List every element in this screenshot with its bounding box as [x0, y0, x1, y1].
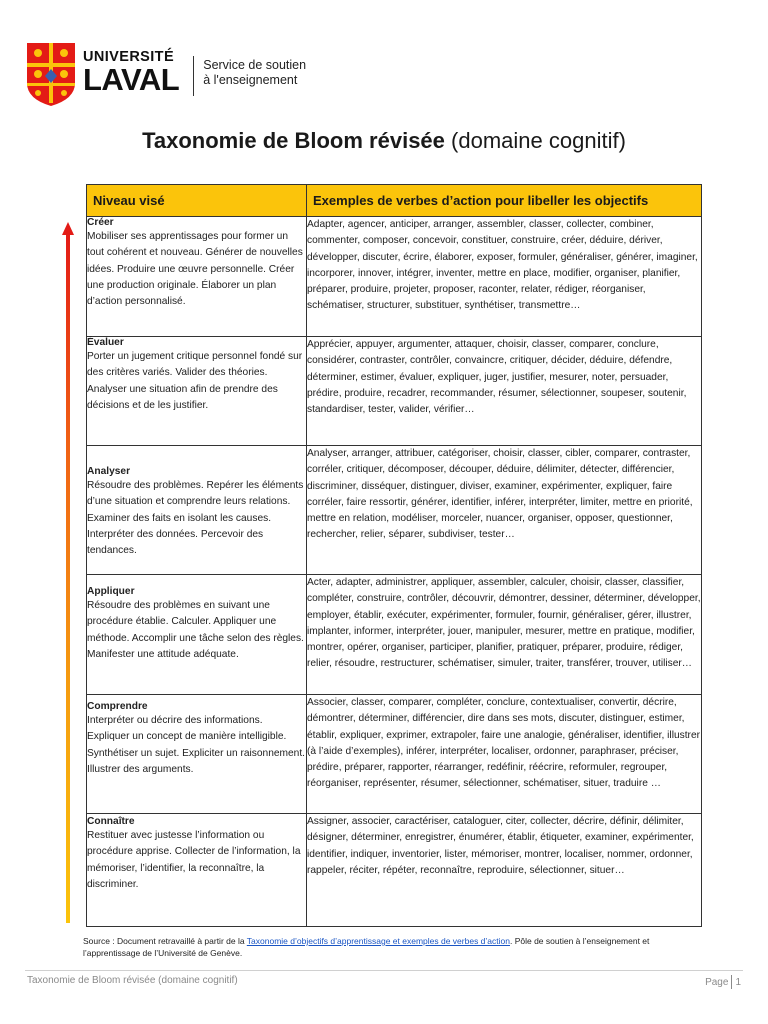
page-separator [731, 975, 732, 989]
footer-divider [25, 970, 743, 971]
source-link[interactable]: Taxonomie d’objectifs d’apprentissage et exemples de verbes d’action [246, 936, 510, 946]
progression-arrow [62, 222, 74, 923]
table-row [87, 217, 702, 337]
page-label: Page [705, 976, 729, 988]
level-description: Restituer avec justesse l’information ou procédure apprise. Collecter de l’information, la mémoriser, l’identifier, la reconnaître, la discriminer. [87, 830, 301, 890]
source-prefix: Source : Document retravaillé à partir de la [83, 936, 247, 946]
level-description: Résoudre des problèmes. Repérer les éléments d’une situation et comprendre leurs relations. Examiner des faits en isolant les causes. Interpréter des données. Percevoir des tendances. [87, 480, 304, 557]
table-row [87, 446, 702, 575]
service-line-2: à l'enseignement [203, 73, 298, 87]
table-row [87, 337, 702, 446]
level-cell [87, 446, 307, 575]
level-name: Connaître [87, 816, 135, 827]
page-indicator [705, 975, 741, 989]
arrow-shaft [66, 234, 70, 923]
page-number: 1 [735, 976, 741, 988]
level-cell [87, 575, 307, 695]
verbs-cell: Acter, adapter, administrer, appliquer, assembler, calculer, choisir, classer, classifier, compléter, construire, contrôler, découvrir, démontrer, dessiner, déterminer, développer, employer, établir, exécuter, expérimenter, formuler, fournir, généraliser, gérer, illustrer, implanter, informer, interpréter, jouer, manipuler, mesurer, mettre en pratique, modifier, montrer, opérer, organiser, participer, planifier, pratiquer, préparer, produire, rédiger, relier, résoudre, restructurer, schématiser, simuler, traiter, transférer, trouver, utiliser… [307, 575, 702, 695]
source-note [83, 935, 683, 959]
bloom-table [86, 184, 702, 927]
title-bold: Taxonomie de Bloom révisée [142, 128, 445, 153]
verbs-cell: Associer, classer, comparer, compléter, conclure, contextualiser, convertir, décrire, démontrer, déterminer, différencier, dire dans ses mots, discuter, distinguer, estimer, établir, expliquer, exprimer, extrapoler, faire une analogie, généraliser, identifier, illustrer (à l’aide d’exemples), inférer, interpréter, localiser, ordonner, paraphraser, préciser, prédire, préparer, rapporter, réarranger, redéfinir, réécrire, reformuler, regrouper, réorganiser, représenter, résumer, sélectionner, schématiser, situer, traduire … [307, 695, 702, 814]
header-level: Niveau visé [87, 185, 307, 217]
level-name: Analyser [87, 466, 131, 477]
level-description: Porter un jugement critique personnel fondé sur des critères variés. Valider des théories. Analyser une situation afin de prendre des décisions et de les justifier. [87, 351, 303, 411]
table-row [87, 575, 702, 695]
table-header-row [87, 185, 702, 217]
university-wordmark [83, 49, 179, 95]
verbs-cell: Analyser, arranger, attribuer, catégoriser, choisir, classer, cibler, comparer, contraster, corréler, critiquer, décomposer, découper, déduire, délimiter, détecter, différencier, discriminer, disséquer, distinguer, diviser, examiner, expérimenter, expliquer, faire corréler, faire ressortir, générer, identifier, inférer, interpréter, limiter, mettre en priorité, mettre en relation, modéliser, morceler, nuancer, organiser, opposer, questionner, rechercher, relier, séparer, subdiviser, tester… [307, 446, 702, 575]
table-row [87, 695, 702, 814]
level-cell [87, 814, 307, 927]
brand-line-2: LAVAL [83, 62, 180, 97]
verbs-cell: Adapter, agencer, anticiper, arranger, assembler, classer, collecter, combiner, commenter, composer, concevoir, constituer, construire, créer, déduire, dériver, développer, discuter, écrire, élaborer, exposer, formuler, généraliser, générer, imaginer, incorporer, innover, intégrer, inventer, mettre en place, modifier, organiser, planifier, préparer, produire, projeter, proposer, raconter, relater, rédiger, réorganiser, schématiser, structurer, substituer, synthétiser, transmettre… [307, 217, 702, 337]
page-title [0, 128, 768, 154]
source-suffix: . Pôle de soutien à l’enseignement et l’apprentissage de l’Université de Genève. [83, 936, 650, 958]
level-name: Comprendre [87, 701, 148, 712]
level-cell [87, 217, 307, 337]
level-description: Interpréter ou décrire des informations. Expliquer un concept de manière intelligible. Synthétiser un sujet. Expliciter un raisonnement. Illustrer des arguments. [87, 715, 306, 775]
verbs-cell: Assigner, associer, caractériser, cataloguer, citer, collecter, décrire, définir, délimiter, désigner, déterminer, enregistrer, énumérer, établir, étiqueter, examiner, expérimenter, identifier, indiquer, inventorier, lister, mémoriser, montrer, localiser, nommer, ordonner, rappeler, réciter, répéter, reconnaître, reproduire, sélectionner, situer… [307, 814, 702, 927]
university-crest-logo [27, 43, 75, 106]
level-cell [87, 337, 307, 446]
level-cell [87, 695, 307, 814]
service-line-1: Service de soutien [203, 58, 307, 72]
brand-line-1: UNIVERSITÉ [83, 49, 175, 65]
level-name: Créer [87, 217, 114, 228]
title-normal: (domaine cognitif) [451, 128, 626, 153]
table-row [87, 814, 702, 927]
footer-title: Taxonomie de Bloom révisée (domaine cognitif) [27, 975, 238, 986]
header-examples: Exemples de verbes d’action pour libeller les objectifs [307, 185, 702, 217]
level-description: Mobiliser ses apprentissages pour former un tout cohérent et nouveau. Générer de nouvelles idées. Produire une œuvre personnelle. Créer une production originale. Élaborer un plan d’action personnalisé. [87, 231, 303, 308]
header-divider [193, 56, 194, 96]
level-name: Appliquer [87, 586, 135, 597]
level-description: Résoudre des problèmes en suivant une procédure établie. Calculer. Appliquer une méthode. Accomplir une tâche selon des règles. Manifester une attitude adéquate. [87, 600, 304, 660]
header [27, 43, 306, 107]
service-name [203, 58, 306, 88]
verbs-cell: Apprécier, appuyer, argumenter, attaquer, choisir, classer, comparer, conclure, considérer, contraster, contrôler, convaincre, critiquer, décider, déduire, défendre, déterminer, estimer, évaluer, expliquer, juger, justifier, mesurer, noter, persuader, prédire, produire, recadrer, recommander, résumer, sélectionner, soupeser, soutenir, standardiser, tester, valider, vérifier… [307, 337, 702, 446]
level-name: Évaluer [87, 337, 124, 348]
